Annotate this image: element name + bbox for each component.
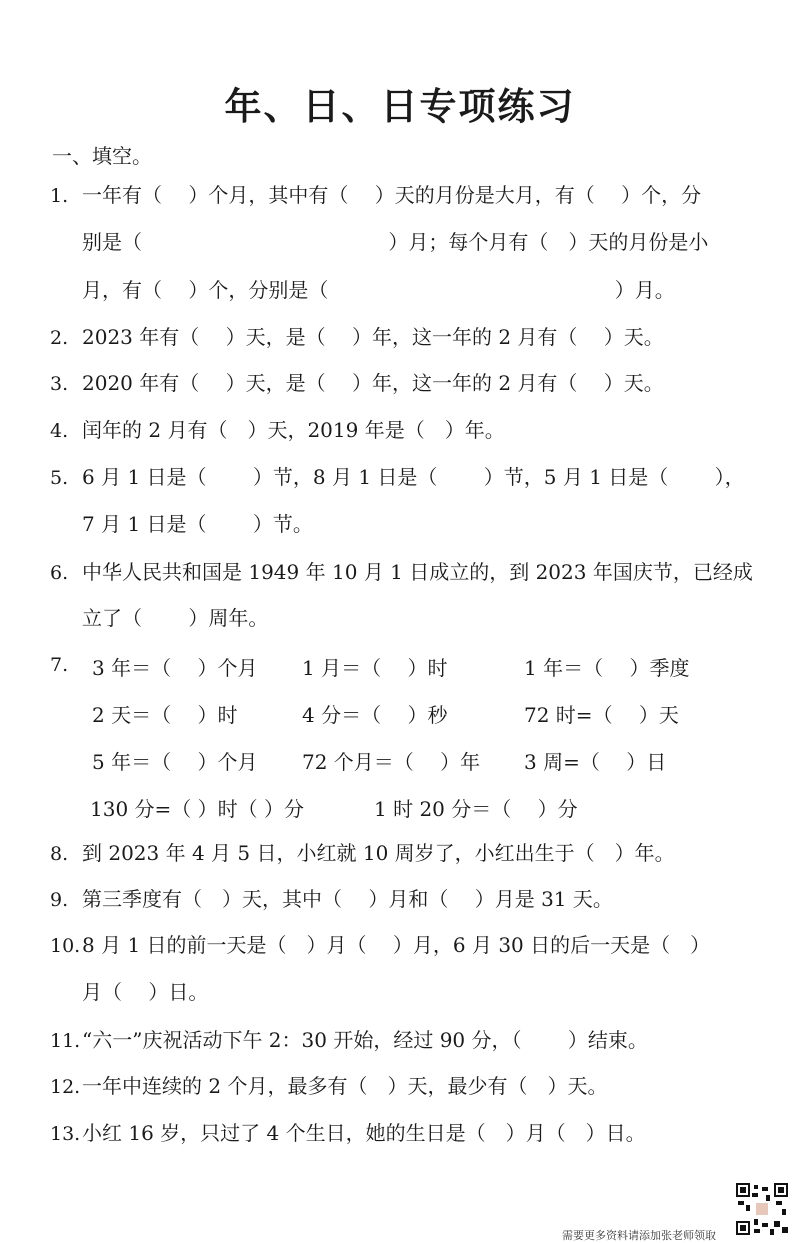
question-text-line: 小红 16 岁，只过了 4 个生日，她的生日是（ ）月（ ）日。: [82, 1121, 646, 1145]
question-text-line: 8 月 1 日的前一天是（ ）月（ ）月，6 月 30 日的后一天是（ ）: [82, 933, 711, 957]
qr-code-icon: [736, 1183, 788, 1235]
question-text-line: 别是（ ）月；每个月有（ ）天的月份是小: [82, 230, 709, 254]
question-number: 10.: [50, 935, 81, 957]
question-text-line: 6 月 1 日是（ ）节，8 月 1 日是（ ）节，5 月 1 日是（ ），: [82, 465, 745, 489]
footer-note: 需要更多资料请添加张老师领取: [562, 1229, 716, 1242]
question-text-line: “六一”庆祝活动下午 2：30 开始，经过 90 分，（ ）结束。: [82, 1028, 648, 1052]
question-text-line: 闰年的 2 月有（ ）天，2019 年是（ ）年。: [82, 418, 505, 442]
question-number: 3.: [50, 373, 69, 395]
question-text-line: 一年有（ ）个月，其中有（ ）天的月份是大月，有（ ）个，分: [82, 183, 702, 207]
question-text-line: 第三季度有（ ）天，其中（ ）月和（ ）月是 31 天。: [82, 887, 613, 911]
conversion-item: 130 分=（ ）时（ ）分: [90, 797, 305, 821]
question-number: 11.: [50, 1030, 81, 1052]
question-text-line: 7 月 1 日是（ ）节。: [82, 512, 313, 536]
question-number: 13.: [50, 1123, 81, 1145]
question-text-line: 月（ ）日。: [82, 980, 209, 1004]
question-number: 2.: [50, 327, 69, 349]
question-text-line: 一年中连续的 2 个月，最多有（ ）天，最少有（ ）天。: [82, 1074, 608, 1098]
question-number: 12.: [50, 1076, 81, 1098]
question-text-line: 到 2023 年 4 月 5 日，小红就 10 周岁了，小红出生于（ ）年。: [82, 841, 675, 865]
conversion-item: 72 时=（ ）天: [524, 703, 679, 727]
conversion-item: 1 时 20 分＝（ ）分: [374, 797, 578, 821]
question-number: 5.: [50, 467, 69, 489]
conversion-item: 4 分＝（ ）秒: [302, 703, 448, 727]
conversion-item: 1 年＝（ ）季度: [524, 656, 690, 680]
conversion-item: 3 周=（ ）日: [524, 750, 667, 774]
question-text-line: 立了（ ）周年。: [82, 606, 269, 630]
question-number: 6.: [50, 562, 69, 584]
conversion-item: 72 个月＝（ ）年: [302, 750, 481, 774]
question-number: 8.: [50, 843, 69, 865]
conversion-item: 3 年＝（ ）个月: [92, 656, 258, 680]
question-number: 7.: [50, 654, 69, 676]
question-number: 4.: [50, 420, 69, 442]
question-text-line: 2020 年有（ ）天，是（ ）年，这一年的 2 月有（ ）天。: [82, 371, 664, 395]
question-number: 1.: [50, 185, 69, 207]
question-text-line: 2023 年有（ ）天，是（ ）年，这一年的 2 月有（ ）天。: [82, 325, 664, 349]
section-heading: 一、填空。: [52, 144, 152, 168]
question-number: 9.: [50, 889, 69, 911]
question-text-line: 月，有（ ）个，分别是（ ）月。: [82, 278, 675, 302]
conversion-item: 1 月＝（ ）时: [302, 656, 448, 680]
page-title: 年、日、日专项练习: [224, 85, 576, 128]
question-text-line: 中华人民共和国是 1949 年 10 月 1 日成立的，到 2023 年国庆节，已经成: [82, 560, 753, 584]
conversion-item: 5 年＝（ ）个月: [92, 750, 258, 774]
conversion-item: 2 天＝（ ）时: [92, 703, 238, 727]
